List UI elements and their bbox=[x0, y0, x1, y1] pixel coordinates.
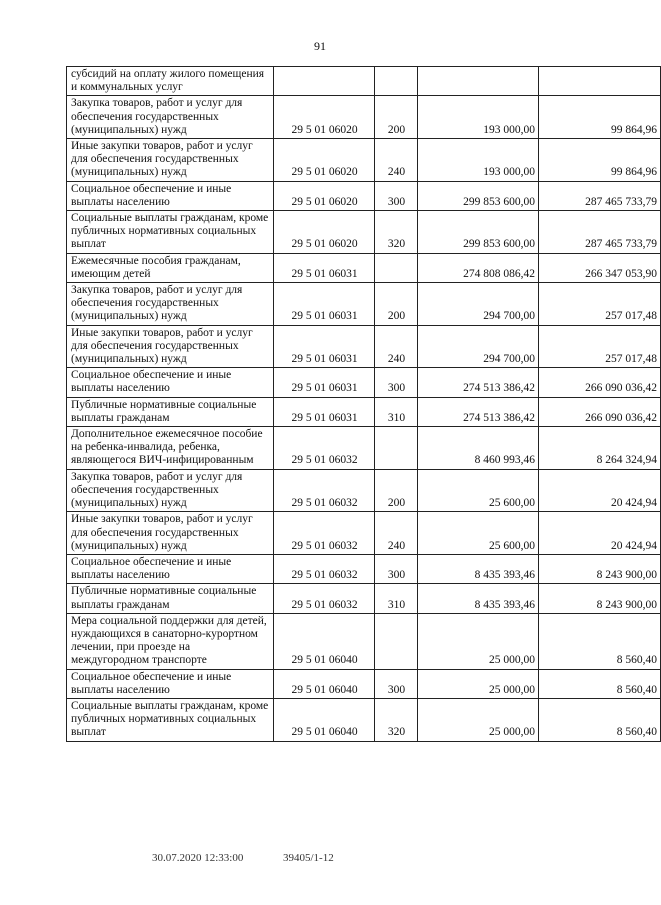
target-code-cell: 29 5 01 06032 bbox=[274, 469, 375, 512]
planned-amount-cell: 193 000,00 bbox=[418, 139, 539, 182]
expense-name-cell: Дополнительное ежемесячное пособие на ребенка-инвалида, ребенка, являющегося ВИЧ-инфицированным bbox=[67, 427, 274, 470]
planned-amount-cell: 8 460 993,46 bbox=[418, 427, 539, 470]
table-row bbox=[67, 512, 661, 555]
planned-amount-cell: 25 000,00 bbox=[418, 613, 539, 669]
table-row bbox=[67, 469, 661, 512]
table-row bbox=[67, 139, 661, 182]
expense-type-cell bbox=[375, 253, 418, 282]
expense-name-cell: Мера социальной поддержки для детей, нуждающихся в санаторно-курортном лечении, при проезде на междугородном транспорте bbox=[67, 613, 274, 669]
target-code-cell: 29 5 01 06020 bbox=[274, 96, 375, 139]
planned-amount-cell: 8 435 393,46 bbox=[418, 554, 539, 583]
footer-doc-id: 39405/1-12 bbox=[283, 852, 334, 864]
executed-amount-cell: 20 424,94 bbox=[539, 512, 661, 555]
expense-type-cell: 320 bbox=[375, 211, 418, 254]
table-row bbox=[67, 698, 661, 741]
planned-amount-cell: 294 700,00 bbox=[418, 283, 539, 326]
planned-amount-cell: 25 600,00 bbox=[418, 469, 539, 512]
executed-amount-cell: 8 560,40 bbox=[539, 613, 661, 669]
table-row bbox=[67, 253, 661, 282]
table-row bbox=[67, 283, 661, 326]
expense-type-cell: 240 bbox=[375, 139, 418, 182]
expense-type-cell: 200 bbox=[375, 469, 418, 512]
table-row bbox=[67, 554, 661, 583]
page-number: 91 bbox=[314, 39, 326, 53]
executed-amount-cell: 257 017,48 bbox=[539, 283, 661, 326]
target-code-cell: 29 5 01 06032 bbox=[274, 584, 375, 613]
expense-type-cell: 300 bbox=[375, 181, 418, 210]
table-row bbox=[67, 397, 661, 426]
executed-amount-cell: 266 090 036,42 bbox=[539, 397, 661, 426]
expense-name-cell: Публичные нормативные социальные выплаты гражданам bbox=[67, 397, 274, 426]
expense-name-cell: Иные закупки товаров, работ и услуг для обеспечения государственных (муниципальных) нужд bbox=[67, 325, 274, 368]
target-code-cell: 29 5 01 06031 bbox=[274, 325, 375, 368]
expense-type-cell: 240 bbox=[375, 512, 418, 555]
executed-amount-cell: 8 560,40 bbox=[539, 669, 661, 698]
target-code-cell bbox=[274, 67, 375, 96]
expense-type-cell bbox=[375, 613, 418, 669]
expense-name-cell: субсидий на оплату жилого помещения и коммунальных услуг bbox=[67, 67, 274, 96]
expense-type-cell bbox=[375, 427, 418, 470]
expense-type-cell: 300 bbox=[375, 554, 418, 583]
table-row bbox=[67, 584, 661, 613]
expense-name-cell: Социальные выплаты гражданам, кроме публичных нормативных социальных выплат bbox=[67, 211, 274, 254]
expense-type-cell: 240 bbox=[375, 325, 418, 368]
expense-type-cell: 310 bbox=[375, 397, 418, 426]
planned-amount-cell bbox=[418, 67, 539, 96]
table-row bbox=[67, 368, 661, 397]
target-code-cell: 29 5 01 06040 bbox=[274, 669, 375, 698]
expense-name-cell: Закупка товаров, работ и услуг для обеспечения государственных (муниципальных) нужд bbox=[67, 283, 274, 326]
planned-amount-cell: 25 600,00 bbox=[418, 512, 539, 555]
executed-amount-cell: 8 243 900,00 bbox=[539, 584, 661, 613]
executed-amount-cell: 266 090 036,42 bbox=[539, 368, 661, 397]
expense-name-cell: Социальное обеспечение и иные выплаты населению bbox=[67, 554, 274, 583]
target-code-cell: 29 5 01 06032 bbox=[274, 427, 375, 470]
target-code-cell: 29 5 01 06031 bbox=[274, 368, 375, 397]
target-code-cell: 29 5 01 06020 bbox=[274, 181, 375, 210]
expense-type-cell bbox=[375, 67, 418, 96]
executed-amount-cell: 8 264 324,94 bbox=[539, 427, 661, 470]
planned-amount-cell: 274 808 086,42 bbox=[418, 253, 539, 282]
planned-amount-cell: 299 853 600,00 bbox=[418, 211, 539, 254]
target-code-cell: 29 5 01 06031 bbox=[274, 283, 375, 326]
table-row bbox=[67, 181, 661, 210]
planned-amount-cell: 299 853 600,00 bbox=[418, 181, 539, 210]
target-code-cell: 29 5 01 06032 bbox=[274, 512, 375, 555]
expense-name-cell: Закупка товаров, работ и услуг для обеспечения государственных (муниципальных) нужд bbox=[67, 96, 274, 139]
table-row bbox=[67, 669, 661, 698]
planned-amount-cell: 193 000,00 bbox=[418, 96, 539, 139]
executed-amount-cell: 257 017,48 bbox=[539, 325, 661, 368]
expense-type-cell: 200 bbox=[375, 283, 418, 326]
executed-amount-cell: 287 465 733,79 bbox=[539, 211, 661, 254]
expense-type-cell: 320 bbox=[375, 698, 418, 741]
expense-name-cell: Социальное обеспечение и иные выплаты населению bbox=[67, 669, 274, 698]
executed-amount-cell: 266 347 053,90 bbox=[539, 253, 661, 282]
planned-amount-cell: 25 000,00 bbox=[418, 669, 539, 698]
expense-type-cell: 300 bbox=[375, 669, 418, 698]
table-row bbox=[67, 427, 661, 470]
footer-timestamp: 30.07.2020 12:33:00 bbox=[152, 852, 244, 864]
executed-amount-cell: 99 864,96 bbox=[539, 139, 661, 182]
executed-amount-cell: 8 560,40 bbox=[539, 698, 661, 741]
expense-name-cell: Социальное обеспечение и иные выплаты населению bbox=[67, 181, 274, 210]
table-row bbox=[67, 67, 661, 96]
planned-amount-cell: 274 513 386,42 bbox=[418, 397, 539, 426]
executed-amount-cell: 287 465 733,79 bbox=[539, 181, 661, 210]
table-row bbox=[67, 613, 661, 669]
target-code-cell: 29 5 01 06031 bbox=[274, 253, 375, 282]
expense-type-cell: 300 bbox=[375, 368, 418, 397]
expense-type-cell: 310 bbox=[375, 584, 418, 613]
executed-amount-cell: 8 243 900,00 bbox=[539, 554, 661, 583]
planned-amount-cell: 8 435 393,46 bbox=[418, 584, 539, 613]
target-code-cell: 29 5 01 06040 bbox=[274, 698, 375, 741]
table-row bbox=[67, 96, 661, 139]
target-code-cell: 29 5 01 06031 bbox=[274, 397, 375, 426]
budget-table bbox=[66, 66, 661, 742]
expense-name-cell: Иные закупки товаров, работ и услуг для обеспечения государственных (муниципальных) нужд bbox=[67, 512, 274, 555]
target-code-cell: 29 5 01 06040 bbox=[274, 613, 375, 669]
target-code-cell: 29 5 01 06020 bbox=[274, 211, 375, 254]
expense-name-cell: Публичные нормативные социальные выплаты гражданам bbox=[67, 584, 274, 613]
expense-name-cell: Ежемесячные пособия гражданам, имеющим детей bbox=[67, 253, 274, 282]
expense-type-cell: 200 bbox=[375, 96, 418, 139]
expense-name-cell: Иные закупки товаров, работ и услуг для обеспечения государственных (муниципальных) нужд bbox=[67, 139, 274, 182]
expense-name-cell: Социальные выплаты гражданам, кроме публичных нормативных социальных выплат bbox=[67, 698, 274, 741]
planned-amount-cell: 274 513 386,42 bbox=[418, 368, 539, 397]
executed-amount-cell bbox=[539, 67, 661, 96]
planned-amount-cell: 25 000,00 bbox=[418, 698, 539, 741]
target-code-cell: 29 5 01 06020 bbox=[274, 139, 375, 182]
planned-amount-cell: 294 700,00 bbox=[418, 325, 539, 368]
target-code-cell: 29 5 01 06032 bbox=[274, 554, 375, 583]
expense-name-cell: Социальное обеспечение и иные выплаты населению bbox=[67, 368, 274, 397]
expense-name-cell: Закупка товаров, работ и услуг для обеспечения государственных (муниципальных) нужд bbox=[67, 469, 274, 512]
table-row bbox=[67, 211, 661, 254]
table-row bbox=[67, 325, 661, 368]
executed-amount-cell: 20 424,94 bbox=[539, 469, 661, 512]
table-body bbox=[67, 67, 661, 742]
executed-amount-cell: 99 864,96 bbox=[539, 96, 661, 139]
